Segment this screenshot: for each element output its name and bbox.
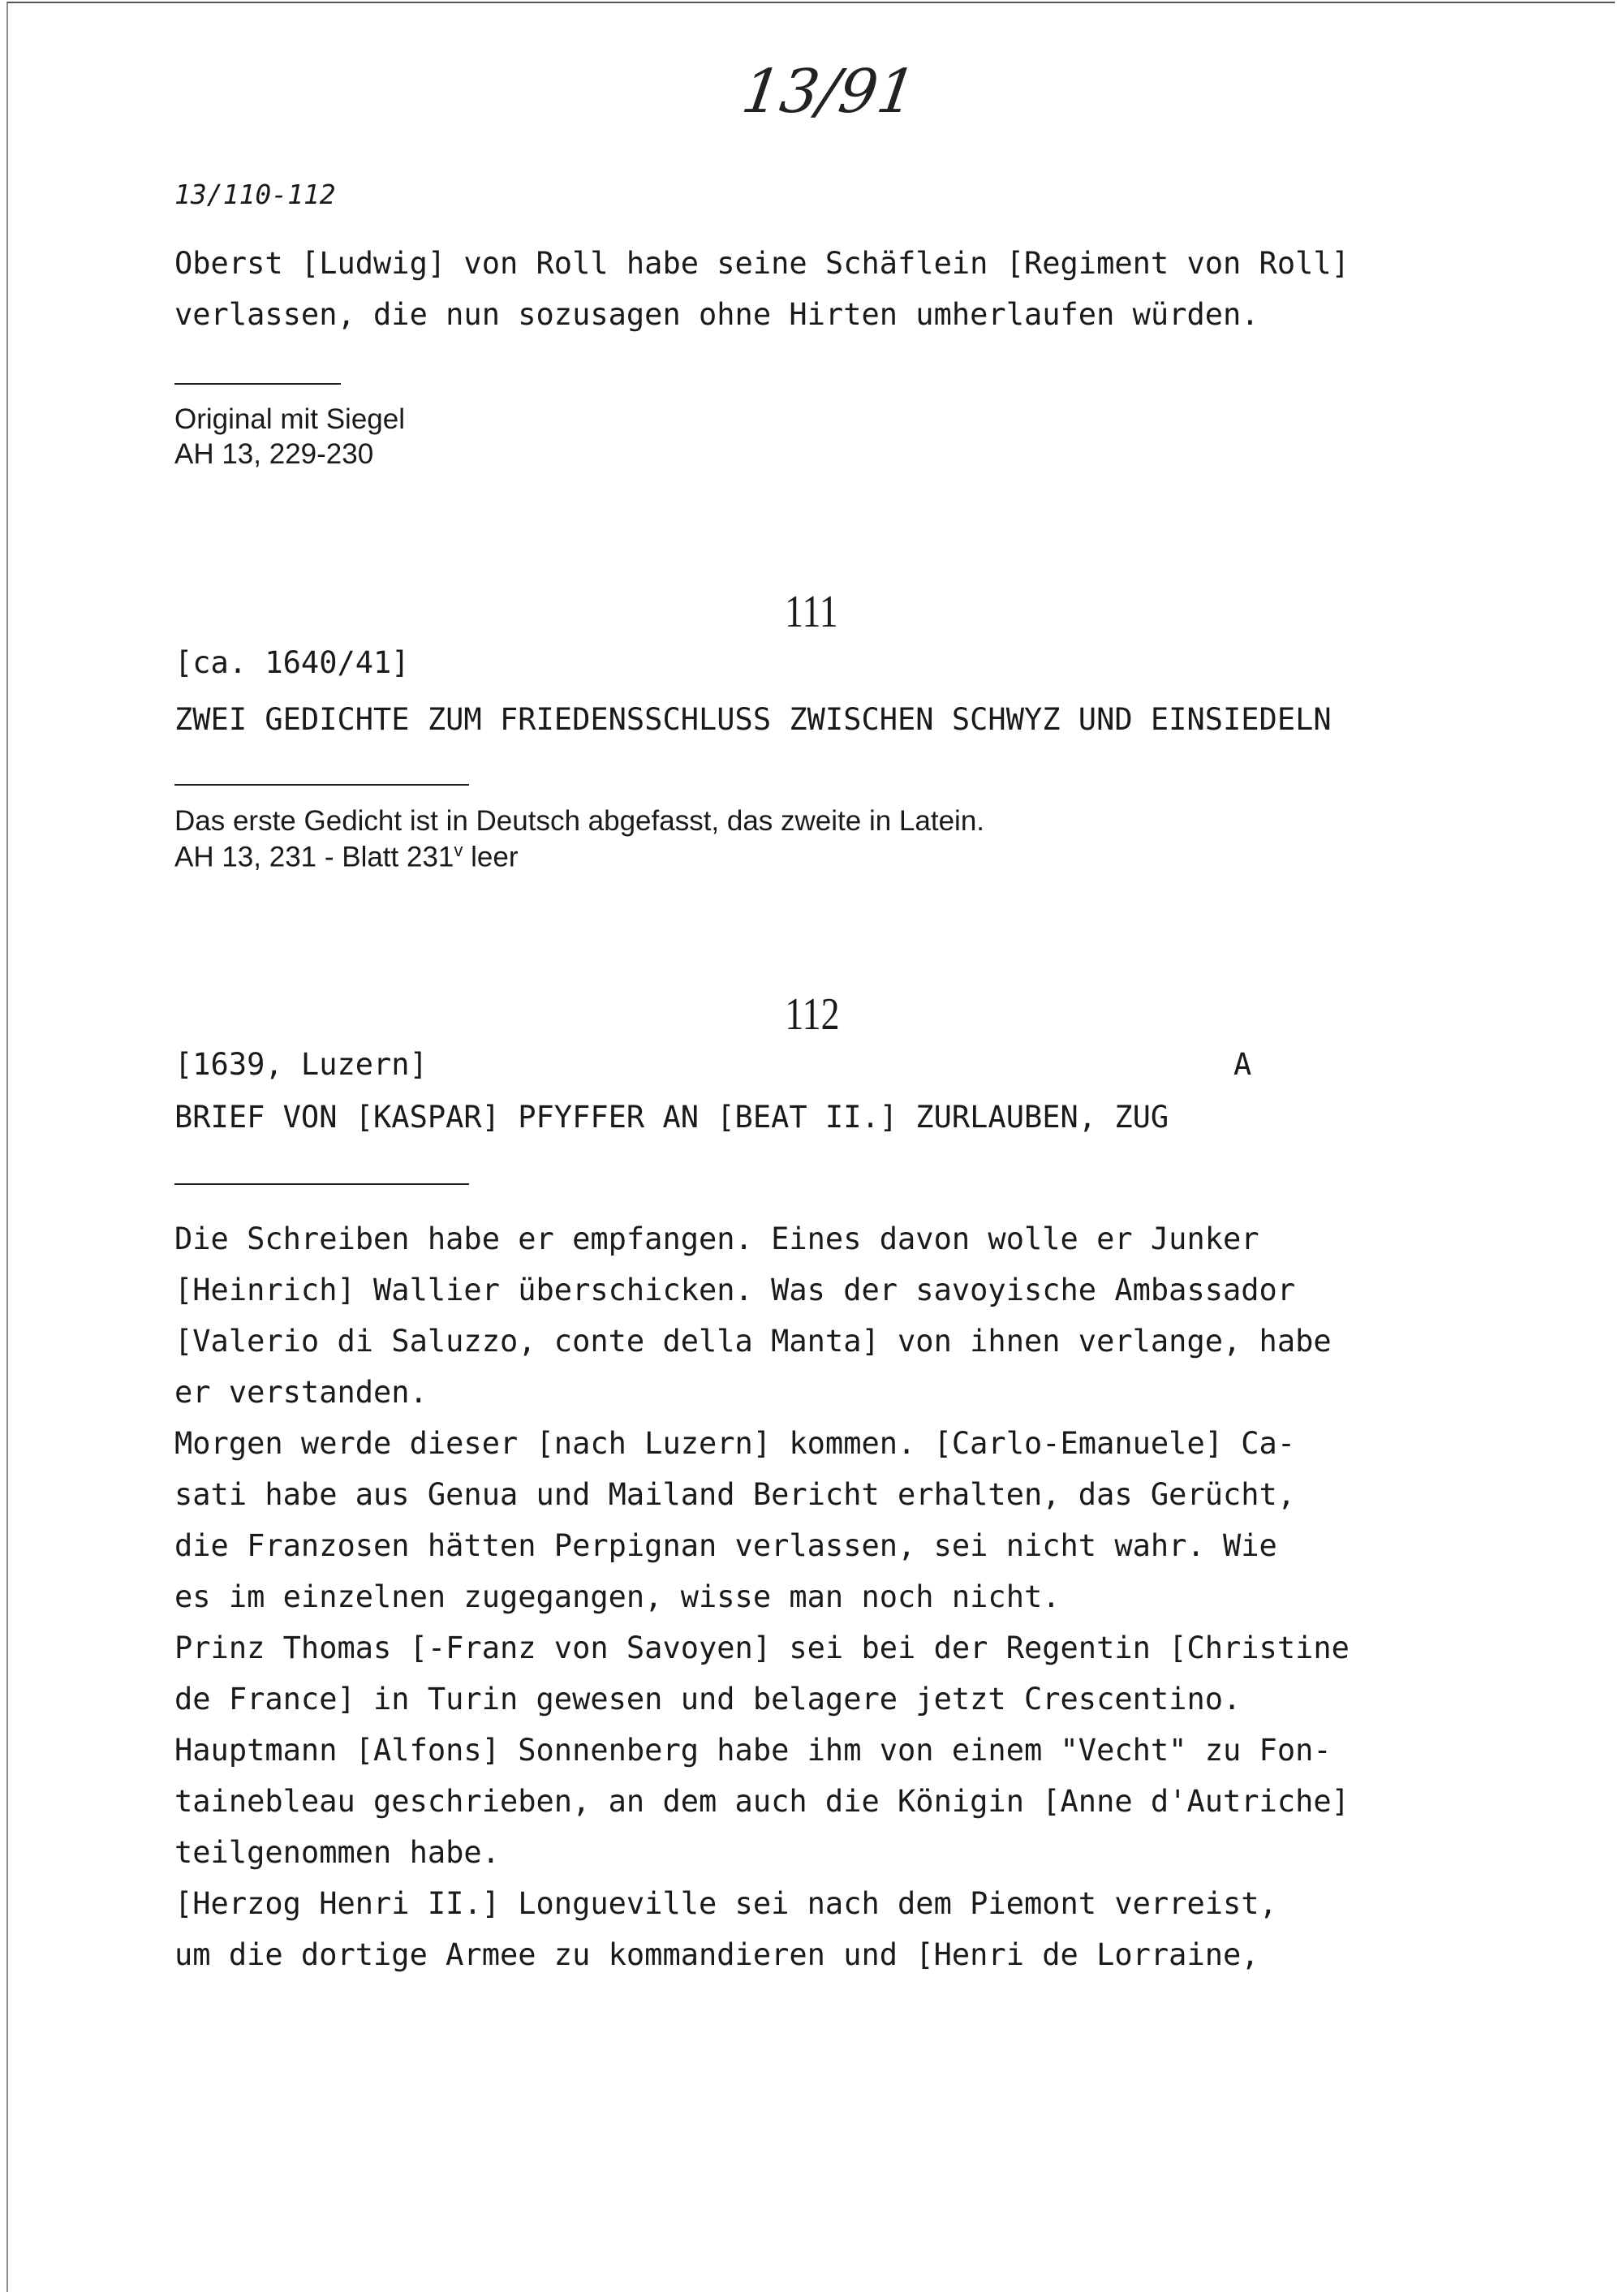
entry-112-body-line: [Heinrich] Wallier überschicken. Was der savoyische Ambassador [174,1273,1296,1307]
entry-112-body-line: Die Schreiben habe er empfangen. Eines davon wolle er Junker [174,1221,1259,1256]
entry-112-body-line: [Valerio di Saluzzo, conte della Manta] von ihnen verlange, habe [174,1324,1332,1359]
entry-112-body-line: de France] in Turin gewesen und belagere jetzt Crescentino. [174,1682,1242,1717]
entry-112-body-line: um die dortige Armee zu kommandieren und [Henri de Lorraine, [174,1937,1259,1972]
entry-112-body-line: [Herzog Henri II.] Longueville sei nach dem Piemont verreist, [174,1886,1277,1921]
entry-112-body-line: er verstanden. [174,1375,428,1410]
entry-111-note-2-superscript: v [454,840,463,860]
entry-112-date: [1639, Luzern] [174,1047,428,1082]
entry-111-note-1: Das erste Gedicht ist in Deutsch abgefasst, das zweite in Latein. [174,805,985,837]
entry-112-body-line: Prinz Thomas [-Franz von Savoyen] sei bei der Regentin [Christine [174,1630,1350,1665]
entry-112-title: BRIEF VON [KASPAR] PFYFFER AN [BEAT II.] ZURLAUBEN, ZUG [174,1100,1169,1135]
separator-rule [174,383,341,385]
separator-rule [174,784,469,786]
entry-111-date: [ca. 1640/41] [174,645,410,680]
entry-110-body-line-2: verlassen, die nun sozusagen ohne Hirten umherlaufen würden. [174,297,1259,332]
entry-110-body-line-1: Oberst [Ludwig] von Roll habe seine Schäflein [Regiment von Roll] [174,246,1350,281]
entry-111-note-2 [174,840,518,874]
entry-112-body-line: sati habe aus Genua und Mailand Bericht erhalten, das Gerücht, [174,1477,1296,1512]
separator-rule [174,1183,469,1185]
entry-112-body-line: tainebleau geschrieben, an dem auch die Königin [Anne d'Autriche] [174,1784,1350,1819]
entry-112-body-line: die Franzosen hätten Perpignan verlassen, sei nicht wahr. Wie [174,1528,1277,1563]
entry-110-note-2: AH 13, 229-230 [174,438,374,470]
archive-number-handwritten: 13/91 [737,57,921,127]
entry-110-note-1: Original mit Siegel [174,403,405,435]
entry-112-number: 112 [785,989,840,1040]
entry-112-body-line: Hauptmann [Alfons] Sonnenberg habe ihm von einem "Vecht" zu Fon- [174,1733,1332,1768]
entry-112-body-line: es im einzelnen zugegangen, wisse man noch nicht. [174,1579,1061,1614]
entry-111-note-2-suffix: leer [463,841,519,873]
entry-112-marker: A [1233,1047,1252,1082]
entry-111-number: 111 [785,587,838,637]
entry-111-note-2-prefix: AH 13, 231 - Blatt 231 [174,841,454,873]
entry-111-title: ZWEI GEDICHTE ZUM FRIEDENSSCHLUSS ZWISCHEN SCHWYZ UND EINSIEDELN [174,702,1332,737]
entry-112-body-line: Morgen werde dieser [nach Luzern] kommen. [Carlo-Emanuele] Ca- [174,1426,1296,1461]
entry-112-body-line: teilgenommen habe. [174,1835,500,1870]
reference-range: 13/110-112 [174,179,336,210]
